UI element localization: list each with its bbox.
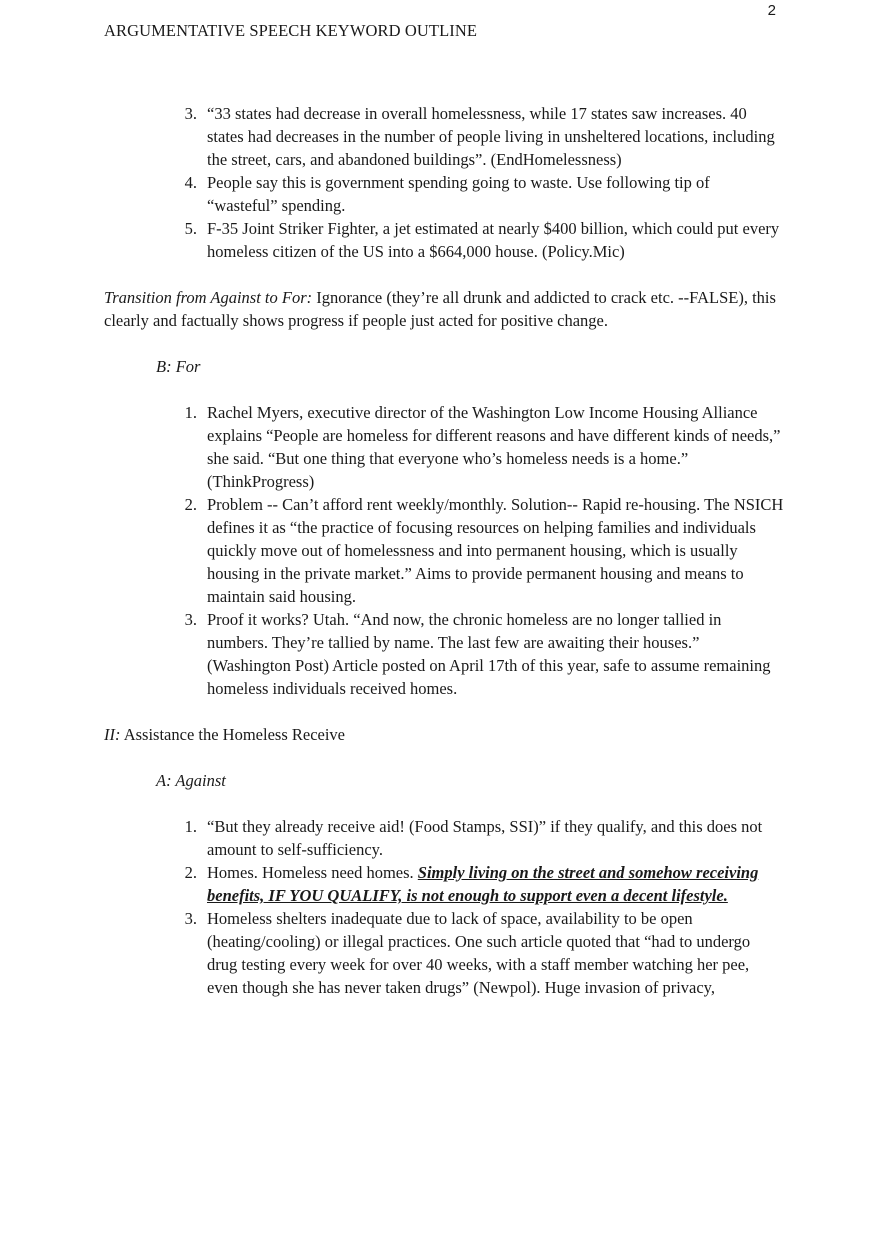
transition-paragraph (104, 286, 784, 332)
list-item: 5. F-35 Joint Striker Fighter, a jet estimated at nearly $400 billion, which could put every homeless citizen of the US into a $664,000 house. (Policy.Mic) (184, 219, 780, 261)
list-item: 4. People say this is government spending going to waste. Use following tip of “wasteful” spending. (184, 173, 710, 215)
list-against-continued (104, 102, 784, 263)
list-assistance-against (104, 815, 784, 999)
list-item: 2. Homes. Homeless need homes. Simply living on the street and somehow receiving benefits, IF YOU QUALIFY, is not enough to support even a decent lifestyle. (184, 863, 759, 905)
document-body (104, 102, 784, 999)
section-title: Assistance the Homeless Receive (120, 725, 346, 744)
list-item: 3. “33 states had decrease in overall homelessness, while 17 states saw increases. 40 states had decreases in the number of people living in unsheltered locations, including the street, cars, and abandoned buildings”. (EndHomelessness) (184, 104, 775, 169)
section-heading-against: A: Against (156, 771, 226, 790)
list-item: 3. Homeless shelters inadequate due to lack of space, availability to be open (heating/cooling) or illegal practices. One such article quoted that “had to undergo drug testing every week for over 40 weeks, with a staff member watching her pee, even though she has never taken drugs” (Newpol). Huge invasion of privacy, (184, 909, 751, 997)
list-item: 2. Problem -- Can’t afford rent weekly/monthly. Solution-- Rapid re-housing. The NSICH defines it as “the practice of focusing resources on helping families and individuals quickly move out of homelessness and into permanent housing, which is usually housing in the private market.” Aims to provide permanent housing and means to maintain said housing. (184, 495, 784, 606)
list-item: 1. Rachel Myers, executive director of the Washington Low Income Housing Alliance explains “People are homeless for different reasons and have different kinds of needs,” she said. “But one thing that everyone who’s homeless needs is a home.” (ThinkProgress) (184, 403, 781, 491)
section-heading-ii (104, 723, 784, 746)
page-header-title: ARGUMENTATIVE SPEECH KEYWORD OUTLINE (104, 21, 478, 40)
transition-label: Transition from Against to For: (104, 288, 313, 307)
page-number: 2 (767, 2, 776, 19)
emphasis-text: Simply living on the street and somehow receiving benefits, IF YOU QUALIFY, is not enough to support even a decent lifestyle. (207, 863, 759, 905)
section-heading-for: B: For (156, 357, 201, 376)
section-label: II: (104, 725, 121, 744)
list-item: 1. “But they already receive aid! (Food Stamps, SSI)” if they qualify, and this does not amount to self-sufficiency. (184, 817, 763, 859)
transition-text: Ignorance (they’re all drunk and addicted to crack etc. --FALSE), this clearly and factually shows progress if people just acted for positive change. (104, 288, 776, 330)
list-for (104, 401, 784, 700)
list-item: 3. Proof it works? Utah. “And now, the chronic homeless are no longer tallied in numbers. They’re tallied by name. The last few are awaiting their houses.” (Washington Post) Article posted on April 17th of this year, safe to assume remaining homeless individuals received homes. (184, 610, 771, 698)
